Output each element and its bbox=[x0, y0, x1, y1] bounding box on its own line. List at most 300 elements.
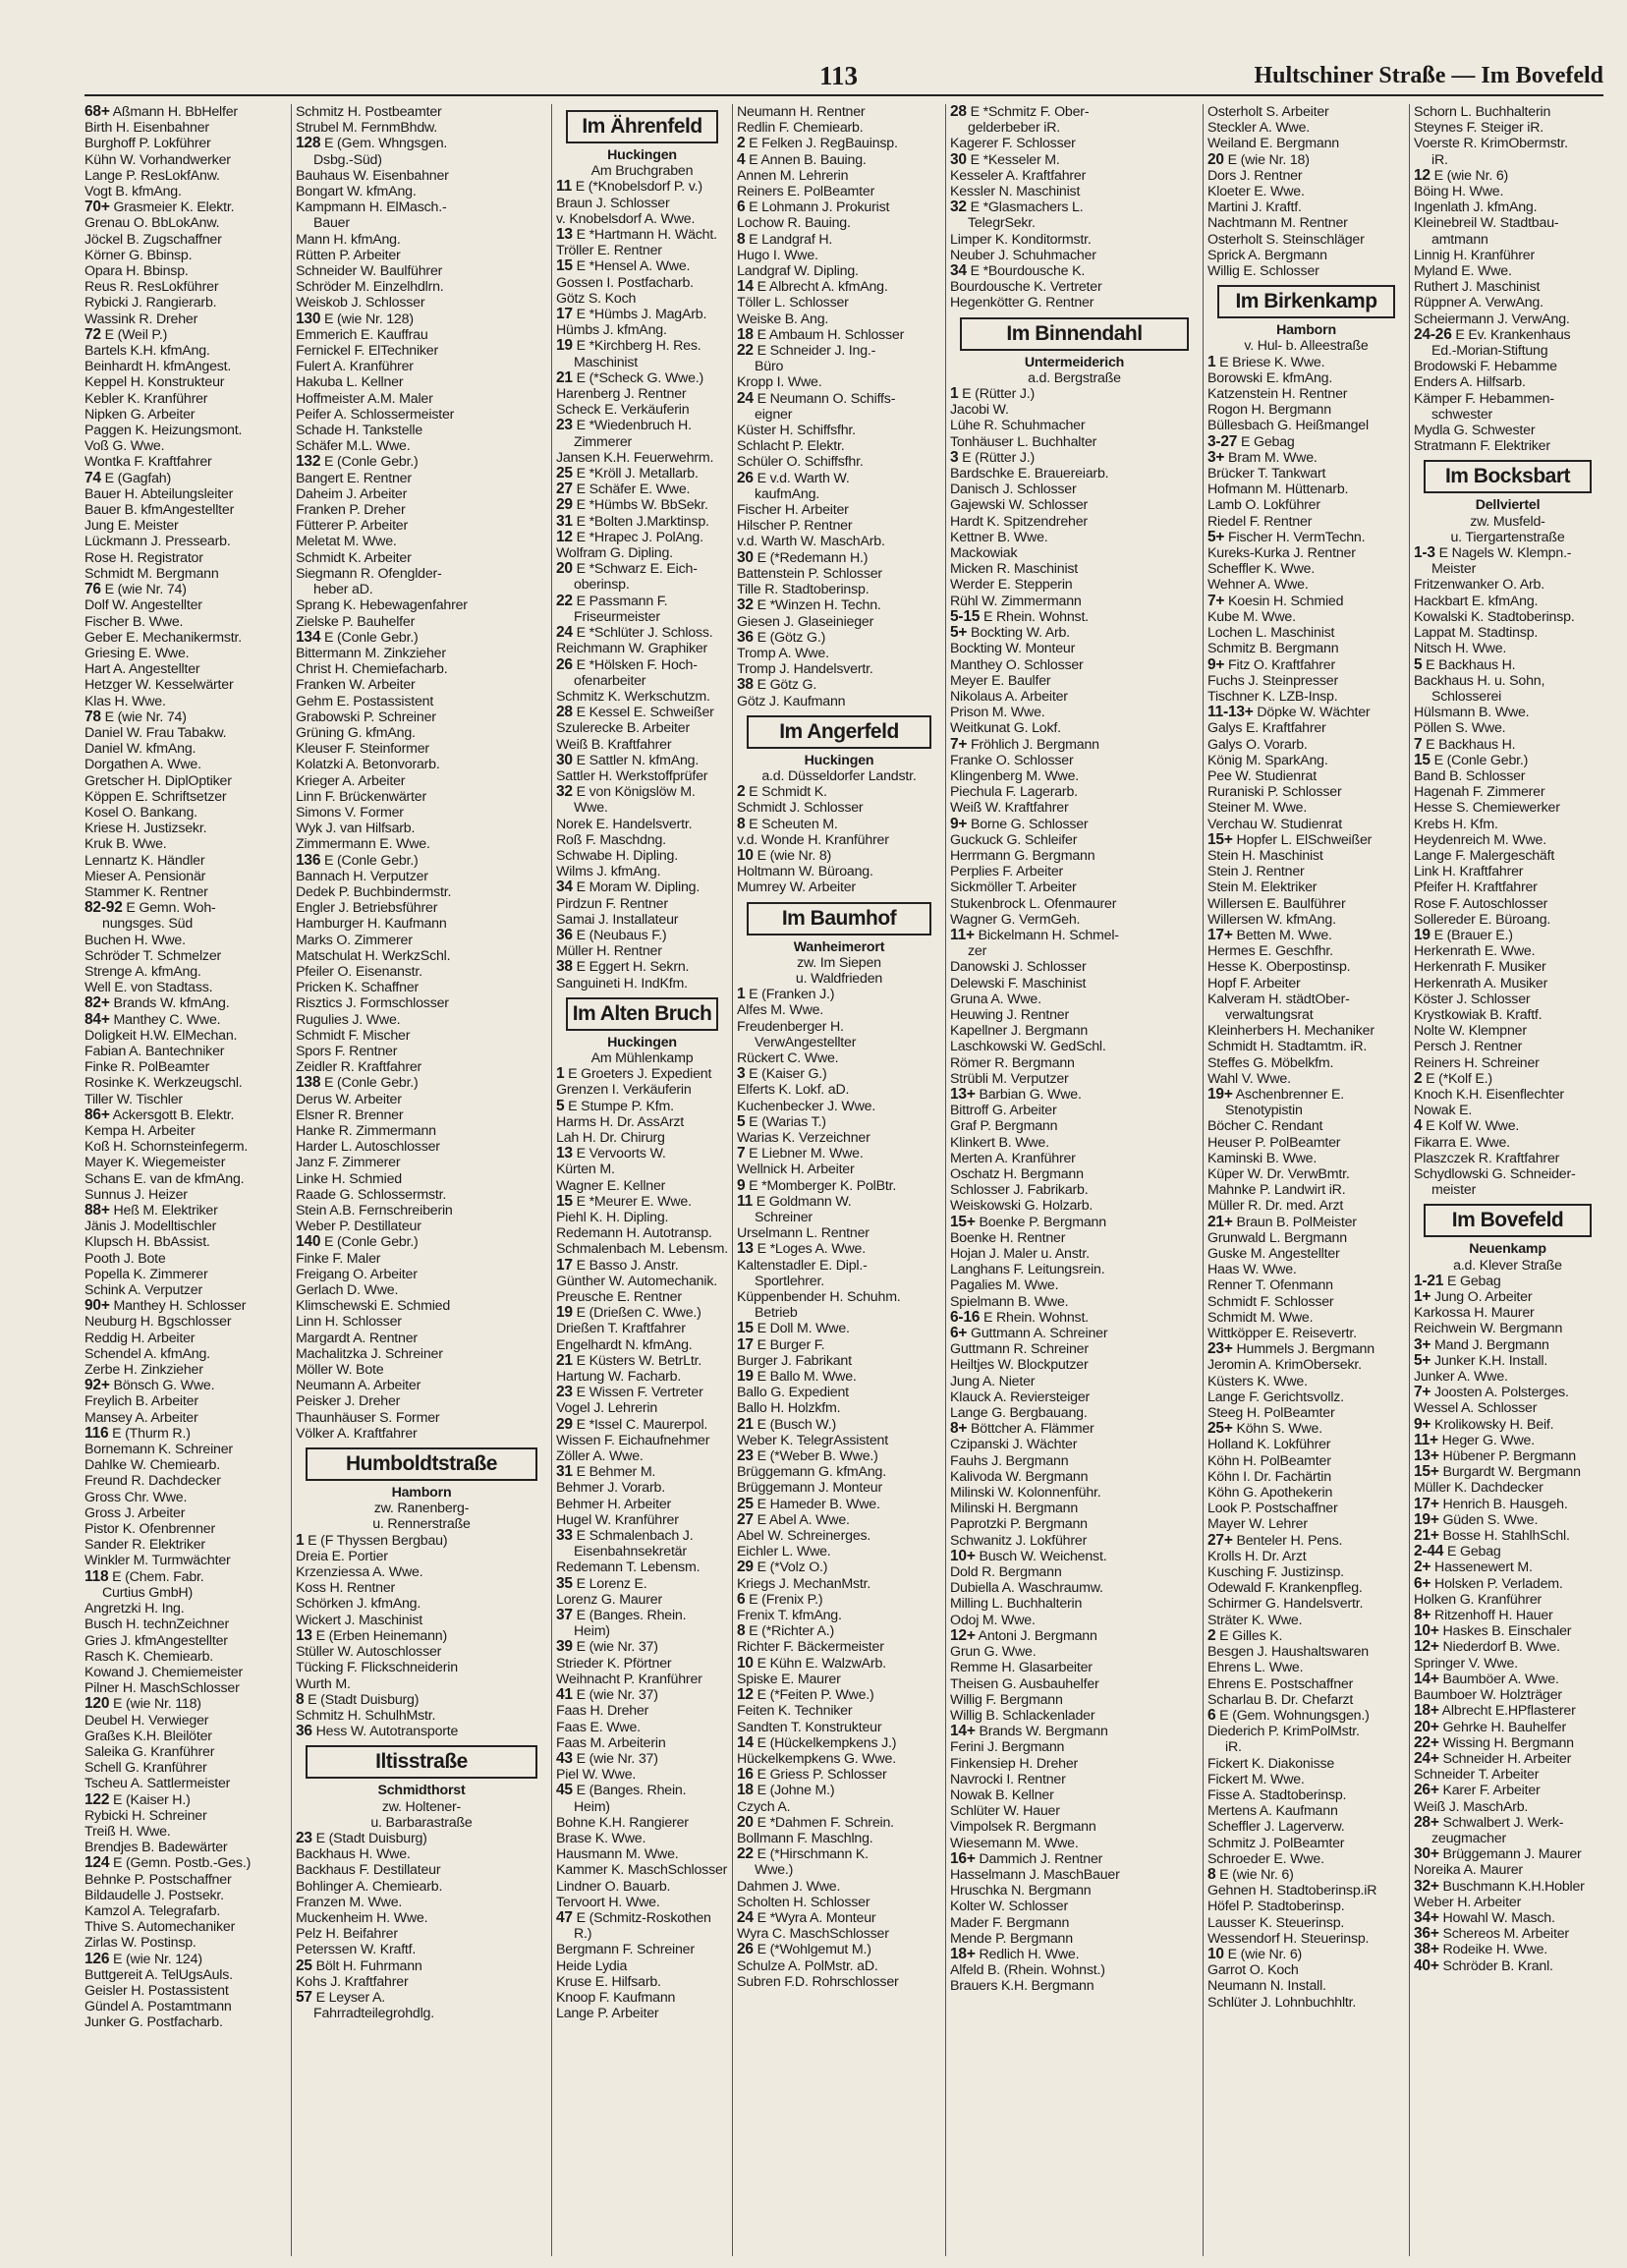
entry-text: Birth H. Eisenbahner bbox=[84, 120, 209, 137]
directory-entry bbox=[1207, 1118, 1405, 1134]
entry-text: Redlin F. Chemiearb. bbox=[737, 120, 864, 137]
directory-entry bbox=[556, 1895, 728, 1910]
directory-entry bbox=[1414, 1767, 1601, 1783]
directory-entry bbox=[737, 1958, 941, 1974]
entry-continuation bbox=[1414, 1182, 1601, 1198]
house-number: 9+ bbox=[950, 816, 968, 832]
entry-text: Behnke P. Postschaffner bbox=[84, 1871, 232, 1888]
directory-entry bbox=[1207, 561, 1405, 577]
directory-entry bbox=[556, 1751, 728, 1767]
entry-text: Fisse A. Stadtoberinsp. bbox=[1207, 1786, 1347, 1803]
house-number: 92+ bbox=[84, 1378, 110, 1394]
house-number: 18+ bbox=[1414, 1703, 1439, 1720]
street-heading: Iltisstraße bbox=[306, 1745, 537, 1779]
directory-entry bbox=[1207, 1135, 1405, 1151]
entry-text: König M. SparkAng. bbox=[1207, 752, 1328, 768]
entry-text: Jänis J. Modelltischler bbox=[84, 1219, 217, 1235]
house-number: 86+ bbox=[84, 1106, 110, 1123]
directory-entry bbox=[1414, 1274, 1601, 1289]
entry-text: Joosten A. Polsterges. bbox=[1434, 1385, 1569, 1401]
directory-entry bbox=[84, 1744, 287, 1760]
directory-entry bbox=[84, 1824, 287, 1840]
directory-entry bbox=[737, 1225, 941, 1241]
entry-text: Treiß H. Wwe. bbox=[84, 1823, 171, 1840]
directory-entry bbox=[556, 1608, 728, 1623]
entry-text: E Ev. Krankenhaus bbox=[1455, 326, 1571, 343]
entry-text: Boenke P. Bergmann bbox=[979, 1214, 1106, 1230]
entry-text: Mader F. Bergmann bbox=[950, 1914, 1070, 1931]
house-number: 27 bbox=[556, 482, 573, 498]
entry-text: E Annen B. Bauing. bbox=[749, 151, 867, 168]
entry-text: Koesin H. Schmied bbox=[1228, 593, 1344, 609]
entry-text: Kagerer F. Schlosser bbox=[950, 136, 1076, 152]
directory-entry bbox=[950, 817, 1199, 832]
directory-entry bbox=[1207, 928, 1405, 943]
house-number: 28 bbox=[950, 104, 967, 120]
directory-entry bbox=[1414, 753, 1601, 768]
entry-text: Osterholt S. Steinschläger bbox=[1207, 231, 1365, 248]
entry-text: E (wie Nr. 74) bbox=[104, 582, 187, 598]
entry-text: Rückert C. Wwe. bbox=[737, 1049, 839, 1066]
page-number: 113 bbox=[819, 61, 859, 90]
entry-text: Dors J. Rentner bbox=[1207, 167, 1303, 184]
directory-entry bbox=[737, 1592, 941, 1608]
directory-entry bbox=[296, 1267, 547, 1282]
entry-text: E (Brauer E.) bbox=[1433, 927, 1513, 943]
entry-text: Peterssen W. Kraftf. bbox=[296, 1942, 417, 1958]
entry-text: Köhn I. Dr. Fachärtin bbox=[1207, 1468, 1331, 1485]
entry-text: Schade H. Tankstelle bbox=[296, 423, 423, 439]
entry-text: Hamburger H. Kaufmann bbox=[296, 916, 447, 933]
directory-entry bbox=[556, 1385, 728, 1400]
directory-entry bbox=[1207, 737, 1405, 753]
house-number: 6 bbox=[737, 1591, 746, 1608]
directory-entry bbox=[556, 1497, 728, 1512]
directory-entry bbox=[1414, 279, 1601, 295]
entry-text: Jung E. Meister bbox=[84, 518, 179, 535]
directory-entry bbox=[84, 869, 287, 884]
entry-text: E (wie Nr. 37) bbox=[576, 1750, 658, 1767]
entry-text: Brauers K.H. Bergmann bbox=[950, 1978, 1094, 1995]
house-number: 7+ bbox=[950, 736, 968, 753]
entry-text: Hruschka N. Bergmann bbox=[950, 1883, 1092, 1899]
entry-text: E (wie Nr. 6) bbox=[1227, 1946, 1303, 1962]
directory-entry bbox=[737, 184, 941, 199]
entry-text: Stenotypistin bbox=[1225, 1103, 1303, 1119]
directory-entry bbox=[296, 836, 547, 852]
directory-entry bbox=[737, 694, 941, 709]
directory-entry bbox=[84, 1713, 287, 1729]
directory-entry bbox=[1414, 1497, 1601, 1512]
directory-entry bbox=[556, 1592, 728, 1608]
directory-entry bbox=[737, 1433, 941, 1448]
directory-entry bbox=[1414, 832, 1601, 848]
entry-text: Wwe. bbox=[574, 800, 608, 817]
house-number: 30 bbox=[556, 752, 573, 768]
house-number: 12+ bbox=[1414, 1639, 1439, 1656]
directory-entry bbox=[1207, 1676, 1405, 1692]
entry-text: E Gebag bbox=[1240, 433, 1295, 450]
directory-entry bbox=[1414, 976, 1601, 992]
directory-entry bbox=[1207, 1087, 1405, 1103]
house-number: 10+ bbox=[950, 1548, 976, 1564]
entry-text: Norek E. Handelsvertr. bbox=[556, 816, 693, 832]
entry-text: E (Conle Gebr.) bbox=[1433, 752, 1529, 768]
entry-text: Scheffler K. Wwe. bbox=[1207, 561, 1316, 578]
directory-entry bbox=[1414, 1433, 1601, 1448]
entry-text: E (Kaiser G.) bbox=[749, 1066, 827, 1083]
directory-entry bbox=[950, 1596, 1199, 1612]
house-number: 10 bbox=[737, 1655, 754, 1672]
directory-entry bbox=[296, 263, 547, 279]
directory-entry bbox=[950, 1007, 1199, 1023]
entry-text: Janz F. Zimmerer bbox=[296, 1155, 401, 1171]
entry-text: Remme H. Glasarbeiter bbox=[950, 1660, 1093, 1676]
directory-entry bbox=[1207, 705, 1405, 720]
entry-text: Renner T. Ofenmann bbox=[1207, 1277, 1333, 1294]
directory-entry bbox=[737, 879, 941, 895]
entry-text: Nikolaus A. Arbeiter bbox=[950, 688, 1068, 705]
directory-entry bbox=[950, 959, 1199, 975]
directory-entry bbox=[737, 1672, 941, 1687]
entry-text: Schmitz J. PolBeamter bbox=[1207, 1835, 1345, 1851]
entry-text: Schmidt J. Schlosser bbox=[737, 800, 864, 817]
house-number: 17 bbox=[737, 1336, 754, 1353]
directory-entry bbox=[1207, 1166, 1405, 1182]
directory-entry bbox=[737, 1353, 941, 1369]
entry-text: iR. bbox=[1225, 1739, 1242, 1756]
entry-text: Neumann H. Rentner bbox=[737, 104, 866, 120]
directory-entry bbox=[737, 136, 941, 151]
entry-text: Wwe.) bbox=[755, 1862, 794, 1879]
street-location: u. Waldfrieden bbox=[795, 970, 883, 987]
house-number: 36 bbox=[296, 1724, 312, 1740]
entry-text: E (Gemn. Postb.-Ges.) bbox=[113, 1855, 252, 1872]
entry-text: Wessendorf H. Steuerinsp. bbox=[1207, 1930, 1370, 1947]
entry-text: Szulerecke B. Arbeiter bbox=[556, 720, 690, 737]
house-number: 136 bbox=[296, 852, 321, 869]
entry-text: Holtmann W. Büroang. bbox=[737, 864, 873, 880]
directory-entry bbox=[1414, 1512, 1601, 1528]
house-number: 14+ bbox=[950, 1724, 976, 1740]
entry-continuation bbox=[1207, 1007, 1405, 1023]
directory-entry bbox=[737, 152, 941, 168]
directory-entry bbox=[296, 1596, 547, 1612]
entry-text: Stratmann F. Elektriker bbox=[1414, 438, 1550, 455]
entry-text: Bangert E. Rentner bbox=[296, 470, 412, 486]
entry-text: Betrieb bbox=[755, 1305, 798, 1322]
directory-entry bbox=[737, 215, 941, 231]
directory-entry bbox=[950, 1549, 1199, 1564]
house-number: 38+ bbox=[1414, 1942, 1439, 1958]
directory-entry bbox=[1414, 1007, 1601, 1023]
directory-entry bbox=[84, 1331, 287, 1346]
entry-continuation bbox=[1414, 561, 1601, 577]
entry-text: Peisker J. Dreher bbox=[296, 1393, 401, 1410]
entry-text: E (Neubaus F.) bbox=[576, 927, 667, 943]
directory-entry bbox=[737, 1783, 941, 1798]
directory-entry bbox=[950, 1899, 1199, 1914]
entry-text: Preusche E. Rentner bbox=[556, 1289, 682, 1306]
entry-continuation bbox=[737, 1274, 941, 1289]
directory-entry bbox=[950, 753, 1199, 768]
entry-text: Heiltjes W. Blockputzer bbox=[950, 1357, 1089, 1374]
entry-text: Lühe R. Schuhmacher bbox=[950, 418, 1086, 434]
house-number: 76 bbox=[84, 582, 101, 598]
directory-entry bbox=[296, 1107, 547, 1123]
directory-entry bbox=[1414, 1400, 1601, 1416]
directory-entry bbox=[950, 912, 1199, 928]
entry-continuation bbox=[556, 577, 728, 593]
entry-text: Hümbs J. kfmAng. bbox=[556, 322, 667, 339]
directory-entry bbox=[950, 1294, 1199, 1310]
entry-text: Schroeder E. Wwe. bbox=[1207, 1850, 1324, 1867]
directory-entry bbox=[84, 773, 287, 789]
house-number: 32+ bbox=[1414, 1878, 1439, 1895]
directory-entry bbox=[84, 964, 287, 980]
directory-entry bbox=[950, 450, 1199, 466]
entry-text: Piehl K. H. Dipling. bbox=[556, 1210, 669, 1225]
entry-text: Zöller A. Wwe. bbox=[556, 1448, 644, 1465]
directory-entry bbox=[556, 1448, 728, 1464]
entry-text: Ferini J. Bergmann bbox=[950, 1739, 1065, 1756]
directory-entry bbox=[296, 550, 547, 566]
directory-entry bbox=[84, 1075, 287, 1091]
entry-text: verwaltungsrat bbox=[1225, 1006, 1314, 1023]
house-number: 25 bbox=[296, 1957, 312, 1974]
house-number: 47 bbox=[556, 1909, 573, 1926]
directory-entry bbox=[1207, 136, 1405, 151]
entry-text: zer bbox=[968, 943, 987, 960]
entry-text: Weiskob J. Schlosser bbox=[296, 295, 425, 312]
directory-entry bbox=[1207, 768, 1405, 784]
directory-entry bbox=[84, 1393, 287, 1409]
entry-text: Frenix T. kfmAng. bbox=[737, 1608, 842, 1624]
directory-entry bbox=[84, 694, 287, 709]
directory-entry bbox=[1414, 737, 1601, 753]
entry-text: Elsner R. Brenner bbox=[296, 1106, 404, 1123]
directory-entry bbox=[296, 312, 547, 327]
entry-text: E (Hückelkempkens J.) bbox=[757, 1734, 897, 1751]
house-number: 11 bbox=[737, 1193, 753, 1210]
entry-text: Wolfram G. Dipling. bbox=[556, 545, 673, 562]
entry-text: Wittköpper E. Reisevertr. bbox=[1207, 1326, 1357, 1342]
house-number: 7 bbox=[1414, 736, 1423, 753]
entry-text: Behmer J. Vorarb. bbox=[556, 1480, 665, 1497]
entry-text: Battenstein P. Schlosser bbox=[737, 565, 882, 582]
house-number: 30 bbox=[950, 151, 967, 168]
entry-text: Köppen E. Schriftsetzer bbox=[84, 788, 227, 805]
directory-entry bbox=[556, 1656, 728, 1672]
directory-entry bbox=[1207, 1341, 1405, 1357]
directory-entry bbox=[556, 1066, 728, 1082]
directory-entry bbox=[1414, 1735, 1601, 1751]
entry-text: Bohne K.H. Rangierer bbox=[556, 1814, 689, 1831]
entry-text: E *Dahmen F. Schrein. bbox=[757, 1814, 894, 1831]
district-name: Hamborn bbox=[391, 1485, 452, 1502]
entry-text: Stüller W. Autoschlosser bbox=[296, 1644, 442, 1661]
directory-entry bbox=[737, 199, 941, 215]
entry-text: Besgen J. Haushaltswaren bbox=[1207, 1644, 1369, 1661]
entry-text: E (Warias T.) bbox=[749, 1113, 826, 1130]
entry-text: Lausser K. Steuerinsp. bbox=[1207, 1914, 1345, 1931]
directory-entry bbox=[1414, 1672, 1601, 1687]
directory-entry bbox=[296, 1708, 547, 1724]
directory-entry bbox=[1207, 1867, 1405, 1883]
directory-entry bbox=[1207, 1962, 1405, 1978]
directory-entry bbox=[1414, 1135, 1601, 1151]
directory-entry bbox=[950, 136, 1199, 151]
entry-text: E *Schlüter J. Schloss. bbox=[576, 625, 713, 642]
directory-entry bbox=[737, 1337, 941, 1353]
entry-text: Herkenrath F. Musiker bbox=[1414, 959, 1546, 976]
entry-text: Rose H. Registrator bbox=[84, 549, 203, 566]
directory-entry bbox=[950, 625, 1199, 641]
entry-text: Scheffler J. Lagerverw. bbox=[1207, 1819, 1345, 1836]
entry-text: Döpke W. Wächter bbox=[1257, 705, 1371, 721]
entry-text: Meyer E. Baulfer bbox=[950, 672, 1051, 689]
directory-entry bbox=[1414, 1305, 1601, 1321]
entry-text: E (*Richter A.) bbox=[749, 1623, 835, 1640]
directory-entry bbox=[737, 1385, 941, 1400]
directory-entry bbox=[950, 737, 1199, 753]
entry-text: Hesse S. Chemiewerker bbox=[1414, 800, 1560, 817]
directory-entry bbox=[1414, 1942, 1601, 1957]
directory-entry bbox=[1414, 1118, 1601, 1134]
house-number: 40+ bbox=[1414, 1957, 1439, 1974]
directory-entry bbox=[84, 1028, 287, 1044]
house-number: 23+ bbox=[1207, 1341, 1233, 1358]
directory-entry bbox=[1414, 1369, 1601, 1385]
entry-text: E (Conle Gebr.) bbox=[324, 1075, 419, 1092]
directory-entry bbox=[950, 1485, 1199, 1501]
entry-text: Wagner E. Kellner bbox=[556, 1177, 666, 1194]
directory-entry bbox=[1414, 912, 1601, 928]
entry-text: Bauer H. Abteilungsleiter bbox=[84, 485, 234, 502]
directory-entry bbox=[556, 466, 728, 482]
directory-entry bbox=[556, 1862, 728, 1878]
directory-entry bbox=[84, 1792, 287, 1808]
directory-entry bbox=[737, 1146, 941, 1162]
directory-entry bbox=[1207, 657, 1405, 673]
directory-entry bbox=[84, 900, 287, 916]
entry-text: Band B. Schlosser bbox=[1414, 767, 1526, 784]
entry-text: Sollereder E. Büroang. bbox=[1414, 911, 1551, 928]
entry-text: Brüggemann J. Monteur bbox=[737, 1480, 883, 1497]
directory-entry bbox=[1207, 1549, 1405, 1564]
directory-entry bbox=[1207, 1215, 1405, 1230]
street-heading: Im Ährenfeld bbox=[566, 110, 718, 143]
entry-text: E (Götz G.) bbox=[757, 629, 826, 646]
directory-entry bbox=[296, 502, 547, 518]
directory-entry bbox=[84, 374, 287, 390]
district-name: Hamborn bbox=[1276, 322, 1336, 339]
entry-text: Deubel H. Verwieger bbox=[84, 1712, 209, 1729]
house-number: 22 bbox=[737, 343, 754, 360]
house-number: 5 bbox=[737, 1113, 746, 1130]
directory-entry bbox=[1207, 1564, 1405, 1580]
entry-text: Bockting W. Monteur bbox=[950, 641, 1076, 657]
directory-entry bbox=[1207, 1899, 1405, 1914]
directory-entry bbox=[84, 725, 287, 741]
entry-text: Piel W. Wwe. bbox=[556, 1767, 637, 1784]
entry-text: Junker A. Wwe. bbox=[1414, 1369, 1508, 1386]
directory-entry bbox=[1207, 248, 1405, 263]
directory-entry bbox=[1414, 1751, 1601, 1767]
entry-text: E Behmer M. bbox=[576, 1464, 656, 1481]
directory-entry bbox=[1414, 1087, 1601, 1103]
entry-text: Fischer H. VermTechn. bbox=[1228, 529, 1366, 545]
entry-text: E Schäfer E. Wwe. bbox=[576, 482, 691, 498]
directory-entry bbox=[556, 402, 728, 418]
street-heading: Humboldtstraße bbox=[306, 1447, 537, 1481]
entry-text: Koss H. Rentner bbox=[296, 1580, 396, 1597]
directory-entry bbox=[1414, 817, 1601, 832]
entry-continuation bbox=[556, 673, 728, 689]
entry-text: E Eggert H. Sekrn. bbox=[576, 959, 690, 976]
entry-text: Aßmann H. BbHelfer bbox=[112, 104, 238, 120]
house-number: 11+ bbox=[950, 927, 975, 943]
directory-entry bbox=[556, 497, 728, 513]
entry-text: Franke O. Schlosser bbox=[950, 752, 1074, 768]
house-number: 19+ bbox=[1414, 1511, 1439, 1528]
directory-entry bbox=[737, 343, 941, 359]
entry-text: Perplies F. Arbeiter bbox=[950, 864, 1064, 880]
directory-entry bbox=[296, 1879, 547, 1895]
directory-entry bbox=[556, 1720, 728, 1735]
directory-entry bbox=[1414, 609, 1601, 625]
directory-entry bbox=[556, 1910, 728, 1926]
house-number: 2 bbox=[737, 784, 746, 801]
entry-text: Schmitz H. SchulhMstr. bbox=[296, 1707, 436, 1724]
directory-entry bbox=[737, 1895, 941, 1910]
entry-text: Willig B. Schlackenlader bbox=[950, 1707, 1095, 1724]
directory-entry bbox=[556, 307, 728, 322]
entry-text: Reiners E. PolBeamter bbox=[737, 184, 875, 200]
entry-text: Angretzki H. Ing. bbox=[84, 1601, 185, 1617]
directory-entry bbox=[84, 1649, 287, 1665]
directory-entry bbox=[950, 1277, 1199, 1293]
entry-text: Fauhs J. Bergmann bbox=[950, 1452, 1069, 1469]
entry-text: Köhn S. Wwe. bbox=[1236, 1421, 1322, 1438]
entry-text: E Sattler N. kfmAng. bbox=[576, 752, 700, 768]
entry-text: Brüggemann G. kfmAng. bbox=[737, 1464, 886, 1481]
directory-entry bbox=[84, 1362, 287, 1378]
directory-entry bbox=[950, 800, 1199, 816]
directory-entry bbox=[556, 959, 728, 975]
entry-text: Dorgathen A. Wwe. bbox=[84, 757, 201, 773]
entry-text: Bauer B. kfmAngestellter bbox=[84, 502, 235, 519]
house-number: 31 bbox=[556, 513, 573, 530]
directory-entry bbox=[556, 1289, 728, 1305]
house-number: 10 bbox=[1207, 1946, 1224, 1962]
entry-text: Mann H. kfmAng. bbox=[296, 231, 401, 248]
directory-entry bbox=[84, 980, 287, 995]
directory-entry bbox=[1414, 641, 1601, 656]
entry-text: meister bbox=[1431, 1182, 1477, 1199]
directory-entry bbox=[296, 1203, 547, 1219]
directory-entry bbox=[1414, 673, 1601, 689]
house-number: 9+ bbox=[1207, 656, 1225, 673]
street-heading: Im Bocksbart bbox=[1424, 460, 1592, 493]
directory-entry bbox=[296, 248, 547, 263]
house-number: 11 bbox=[556, 179, 572, 196]
directory-entry bbox=[950, 1931, 1199, 1947]
entry-text: Odoj M. Wwe. bbox=[950, 1612, 1036, 1628]
directory-entry bbox=[1414, 1623, 1601, 1639]
directory-entry bbox=[950, 1039, 1199, 1054]
entry-text: Müller R. Dr. med. Arzt bbox=[1207, 1198, 1344, 1215]
